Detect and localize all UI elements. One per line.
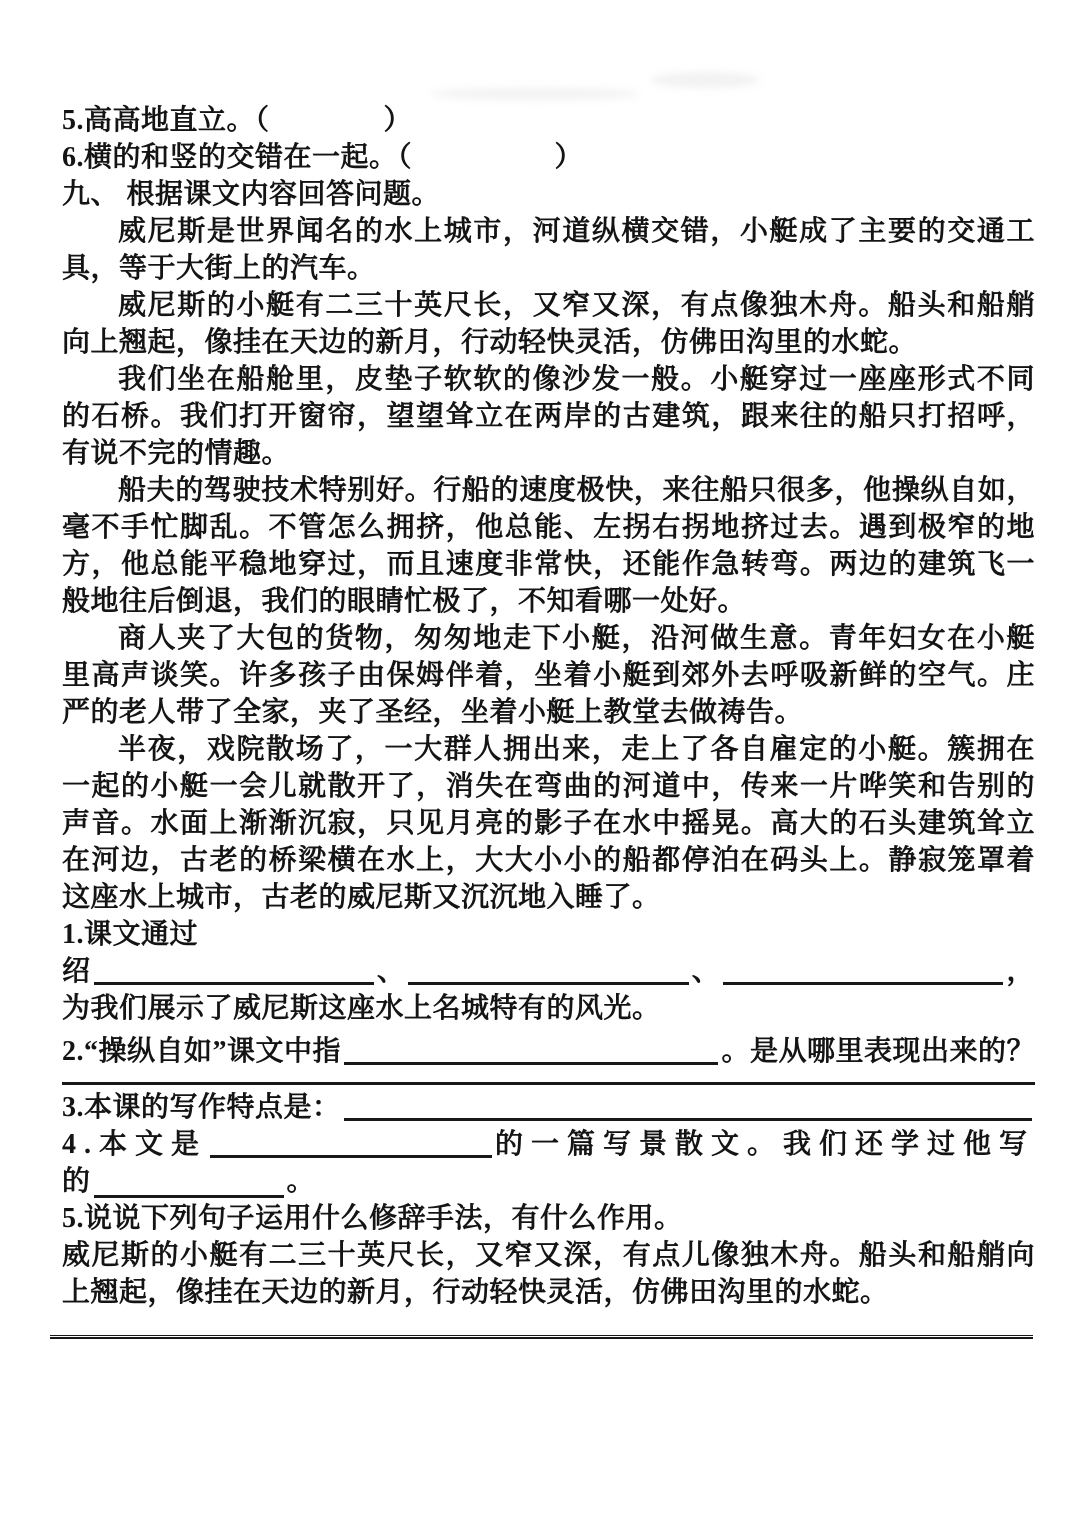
passage-para1-line1 [62,213,1035,250]
text: 的石桥。我们打开窗帘，望望耸立在两岸的古建筑，跟来往的船只打招呼， [62,401,1035,432]
text: 威尼斯是世界闻名的水上城市，河道纵横交错，小艇成了主要的交通工 [118,216,1035,247]
passage-para2-line2 [62,324,1035,361]
passage-para4-line2 [62,509,1035,546]
worksheet-page [62,102,1035,1339]
text: 为我们展示了威尼斯这座水上名城特有的风光。 [62,993,661,1024]
passage-para6-line3 [62,805,1035,842]
question-3 [62,1089,1035,1126]
question-4-line1 [62,1126,1035,1163]
text: 5.说说下列句子运用什么修辞手法，有什么作用。 [62,1203,683,1234]
text: 威尼斯的小艇有二三十英尺长，又窄又深，有点像独木舟。船头和船艄 [118,290,1035,321]
text: 2.“操纵自如”课文中指 [62,1036,342,1067]
text: 船夫的驾驶技术特别好。行船的速度极快，来往船只很多，他操纵自如， [118,475,1035,506]
fill-blank-item-6 [62,139,1035,176]
text: ， [1006,956,1035,987]
passage-para4-line1 [62,472,1035,509]
passage-para5-line2 [62,657,1035,694]
text: 4.本文是 [62,1129,208,1160]
passage-para6-line2 [62,768,1035,805]
passage-para6-line1 [62,731,1035,768]
text: 绍 [62,956,91,987]
passage-para3-line1 [62,361,1035,398]
text: 在河边，古老的桥梁横在水上，大大小小的船都停泊在码头上。静寂笼罩着 [62,845,1035,876]
answer-blank [94,1185,284,1198]
answer-line-rule [62,1082,1035,1085]
answer-blank [344,1062,718,1065]
text: 1.课文通过 [62,919,199,950]
text: 一起的小艇一会儿就散开了，消失在弯曲的河道中，传来一片哗笑和告别的 [62,771,1035,802]
passage-para3-line3 [62,435,1035,472]
passage-para3-line2 [62,398,1035,435]
answer-blank [723,982,1003,985]
text: 有说不完的情趣。 [62,438,291,469]
text: 这座水上城市，古老的威尼斯又沉沉地入睡了。 [62,882,661,913]
passage-para6-line5 [62,879,1035,916]
text: 声音。水面上渐渐沉寂，只见月亮的影子在水中摇晃。高大的石头建筑耸立 [62,808,1035,839]
text: 、 [691,956,721,987]
bottom-rule [50,1335,1033,1339]
question-1-tail [62,990,1035,1027]
text: 商人夹了大包的货物，匆匆地走下小艇，沿河做生意。青年妇女在小艇 [118,623,1035,654]
question-1-intro [62,916,1035,953]
question-5-sentence-line1 [62,1237,1035,1274]
question-1-blanks [62,953,1035,990]
text: 的一篇写景散文。我们还学过他写 [494,1129,1035,1160]
text: 具，等于大街上的汽车。 [62,253,376,284]
text: 的 [62,1166,91,1197]
text: 威尼斯的小艇有二三十英尺长，又窄又深，有点儿像独木舟。船头和船艄向 [62,1240,1035,1271]
text: 向上翘起，像挂在天边的新月，行动轻快灵活，仿佛田沟里的水蛇。 [62,327,918,358]
question-2 [62,1033,1035,1070]
text: 上翘起，像挂在天边的新月，行动轻快灵活，仿佛田沟里的水蛇。 [62,1277,889,1308]
answer-blank [94,982,374,985]
question-4-line2 [62,1163,1035,1200]
text: 毫不手忙脚乱。不管怎么拥挤，他总能、左拐右拐地挤过去。遇到极窄的地 [62,512,1035,543]
text: 。 [286,1166,316,1197]
passage-para6-line4 [62,842,1035,879]
question-5-sentence-line2 [62,1274,1035,1311]
passage-para4-line3 [62,546,1035,583]
text: 、 [376,956,406,987]
passage-para5-line3 [62,694,1035,731]
text: 般地往后倒退，我们的眼睛忙极了，不知看哪一处好。 [62,586,747,617]
passage-para1-line2 [62,250,1035,287]
text: 5.高高地直立。（ ） [62,105,413,136]
scan-artifact [650,72,760,88]
text: 半夜，戏院散场了，一大群人拥出来，走上了各自雇定的小艇。簇拥在 [118,734,1035,765]
text: 3.本课的写作特点是： [62,1092,341,1123]
text: 我们坐在船舱里，皮垫子软软的像沙发一般。小艇穿过一座座形式不同 [118,364,1035,395]
text: 里高声谈笑。许多孩子由保姆伴着，坐着小艇到郊外去呼吸新鲜的空气。庄 [62,660,1035,691]
text: 6.横的和竖的交错在一起。（ ） [62,142,584,173]
answer-blank [408,982,688,985]
answer-blank [210,1155,492,1158]
answer-blank [344,1118,1032,1121]
section-nine-heading [62,176,1035,213]
scan-artifact [430,88,640,100]
text: 方，他总能平稳地穿过，而且速度非常快，还能作急转弯。两边的建筑飞一 [62,549,1035,580]
text: 。是从哪里表现出来的？ [721,1036,1035,1067]
text: 严的老人带了全家，夹了圣经，坐着小艇上教堂去做祷告。 [62,697,804,728]
question-5 [62,1200,1035,1237]
text: 九、 根据课文内容回答问题。 [62,179,441,210]
passage-para5-line1 [62,620,1035,657]
fill-blank-item-5 [62,102,1035,139]
passage-para2-line1 [62,287,1035,324]
passage-para4-line4 [62,583,1035,620]
